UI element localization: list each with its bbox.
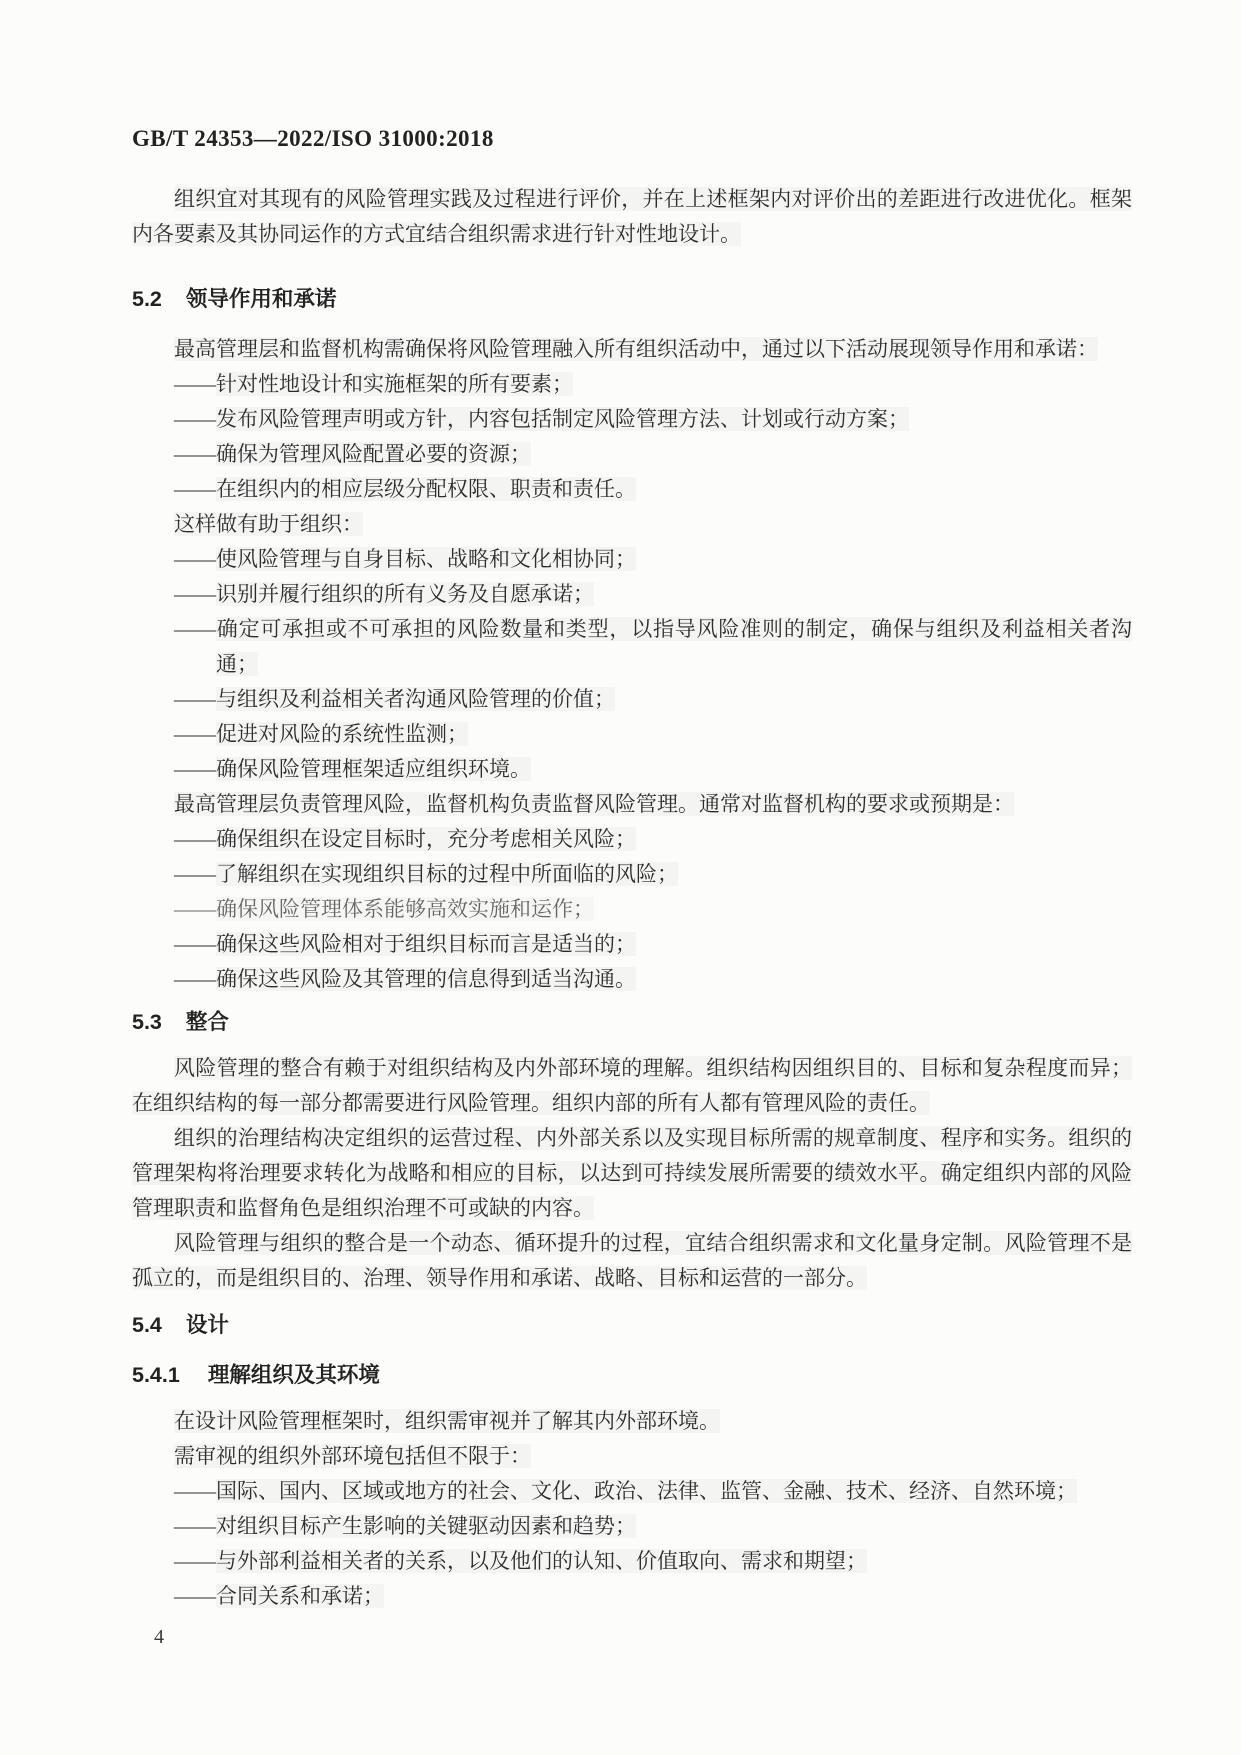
dash-marker: —— [174,722,216,746]
list-item-text: 促进对风险的系统性监测； [216,722,468,746]
dash-marker: —— [174,967,216,991]
paragraph-text: 这样做有助于组织： [174,512,363,536]
section-title: 领导作用和承诺 [185,287,337,311]
section-title: 设计 [185,1313,229,1337]
dash-list-item [132,717,1132,752]
paragraph-text: 在设计风险管理框架时，组织需审视并了解其内外部环境。 [174,1409,720,1433]
list-item-text: 确保这些风险相对于组织目标而言是适当的； [216,932,636,956]
list-item-text: 确保这些风险及其管理的信息得到适当沟通。 [216,967,636,991]
section-heading-5-4 [132,1312,1132,1338]
dash-marker: —— [174,547,216,571]
paragraph-text: 需审视的组织外部环境包括但不限于： [174,1444,531,1468]
list-item-text: 识别并履行组织的所有义务及自愿承诺； [216,582,594,606]
dash-list-item [132,542,1132,577]
list-item-text: 确保风险管理框架适应组织环境。 [216,757,531,781]
page-number: 4 [154,1626,164,1648]
list-item-text: 确保风险管理体系能够高效实施和运作； [216,897,594,921]
list-item-text: 对组织目标产生影响的关键驱动因素和趋势； [216,1514,636,1538]
dash-marker: —— [174,407,216,431]
list-item-text: 在组织内的相应层级分配权限、职责和责任。 [216,477,636,501]
dash-list-item [132,367,1132,402]
list-item-text: 使风险管理与自身目标、战略和文化相协同； [216,547,636,571]
list-item-text: 确保组织在设定目标时，充分考虑相关风险； [216,827,636,851]
paragraph [132,507,1132,542]
dash-marker: —— [174,477,216,501]
list-item-text: 针对性地设计和实施框架的所有要素； [216,372,573,396]
section-heading-5-2 [132,286,1132,312]
dash-list-item [132,892,1132,927]
list-item-text: 与外部利益相关者的关系，以及他们的认知、价值取向、需求和期望； [216,1549,867,1573]
list-item-text: 与组织及利益相关者沟通风险管理的价值； [216,687,615,711]
dash-list [132,822,1132,997]
dash-list-item [132,822,1132,857]
paragraph-text: 风险管理的整合有赖于对组织结构及内外部环境的理解。组织结构因组织目的、目标和复杂程度而异；在组织结构的每一部分都需要进行风险管理。组织内部的所有人都有管理风险的责任。 [132,1056,1132,1115]
dash-list-item [132,472,1132,507]
section-number: 5.3 [132,1010,162,1034]
dash-list-item [132,682,1132,717]
paragraph [132,332,1132,367]
list-item-text: 确定可承担或不可承担的风险数量和类型，以指导风险准则的制定，确保与组织及利益相关者沟通； [216,617,1132,676]
paragraph-text: 最高管理层负责管理风险，监督机构负责监督风险管理。通常对监督机构的要求或预期是： [174,792,1014,816]
dash-marker: —— [174,372,216,396]
dash-marker: —— [174,687,216,711]
section-title: 整合 [185,1010,229,1034]
dash-list [132,1474,1132,1614]
paragraph [132,787,1132,822]
dash-marker: —— [174,932,216,956]
paragraph [132,1439,1132,1474]
section-heading-5-4-1 [132,1362,1132,1388]
list-item-text: 发布风险管理声明或方针，内容包括制定风险管理方法、计划或行动方案； [216,407,909,431]
document-number: GB/T 24353—2022/ISO 31000:2018 [132,126,494,151]
dash-list-item [132,752,1132,787]
document-number-header [132,126,1132,152]
dash-list-item [132,962,1132,997]
paragraph-text: 最高管理层和监督机构需确保将风险管理融入所有组织活动中，通过以下活动展现领导作用和承诺： [174,337,1098,361]
intro-paragraph-text: 组织宜对其现有的风险管理实践及过程进行评价，并在上述框架内对评价出的差距进行改进优化。框架内各要素及其协同运作的方式宜结合组织需求进行针对性地设计。 [132,187,1132,246]
dash-marker: —— [174,1584,216,1608]
section-heading-5-3 [132,1009,1132,1035]
dash-marker: —— [174,897,216,921]
dash-list-item [132,857,1132,892]
dash-list [132,542,1132,787]
dash-marker: —— [174,1549,216,1573]
paragraph [132,1121,1132,1226]
dash-list-item [132,437,1132,472]
dash-list-item [132,1474,1132,1509]
paragraph [132,1051,1132,1121]
list-item-text: 国际、国内、区域或地方的社会、文化、政治、法律、监管、金融、技术、经济、自然环境； [216,1479,1077,1503]
section-title: 理解组织及其环境 [207,1363,380,1387]
list-item-text: 合同关系和承诺； [216,1584,384,1608]
dash-list-item [132,1579,1132,1614]
dash-list-item [132,1509,1132,1544]
dash-marker: —— [174,617,216,641]
intro-paragraph [132,182,1132,252]
section-number: 5.4 [132,1313,162,1337]
paragraph [132,1226,1132,1296]
dash-list-item [132,402,1132,437]
dash-marker: —— [174,862,216,886]
dash-marker: —— [174,1514,216,1538]
list-item-text: 确保为管理风险配置必要的资源； [216,442,531,466]
dash-list-item [132,577,1132,612]
dash-list-item [132,1544,1132,1579]
section-number: 5.2 [132,287,162,311]
dash-list [132,367,1132,507]
paragraph-text: 组织的治理结构决定组织的运营过程、内外部关系以及实现目标所需的规章制度、程序和实务。组织的管理架构将治理要求转化为战略和相应的目标，以达到可持续发展所需要的绩效水平。确定组织内部的风险管理职责和监督角色是组织治理不可或缺的内容。 [132,1126,1132,1220]
dash-list-item [132,927,1132,962]
list-item-text: 了解组织在实现组织目标的过程中所面临的风险； [216,862,678,886]
dash-marker: —— [174,1479,216,1503]
dash-marker: —— [174,757,216,781]
dash-list-item [132,612,1132,682]
section-number: 5.4.1 [132,1363,180,1387]
paragraph [132,1404,1132,1439]
dash-marker: —— [174,827,216,851]
dash-marker: —— [174,442,216,466]
paragraph-text: 风险管理与组织的整合是一个动态、循环提升的过程，宜结合组织需求和文化量身定制。风险管理不是孤立的，而是组织目的、治理、领导作用和承诺、战略、目标和运营的一部分。 [132,1231,1132,1290]
dash-marker: —— [174,582,216,606]
